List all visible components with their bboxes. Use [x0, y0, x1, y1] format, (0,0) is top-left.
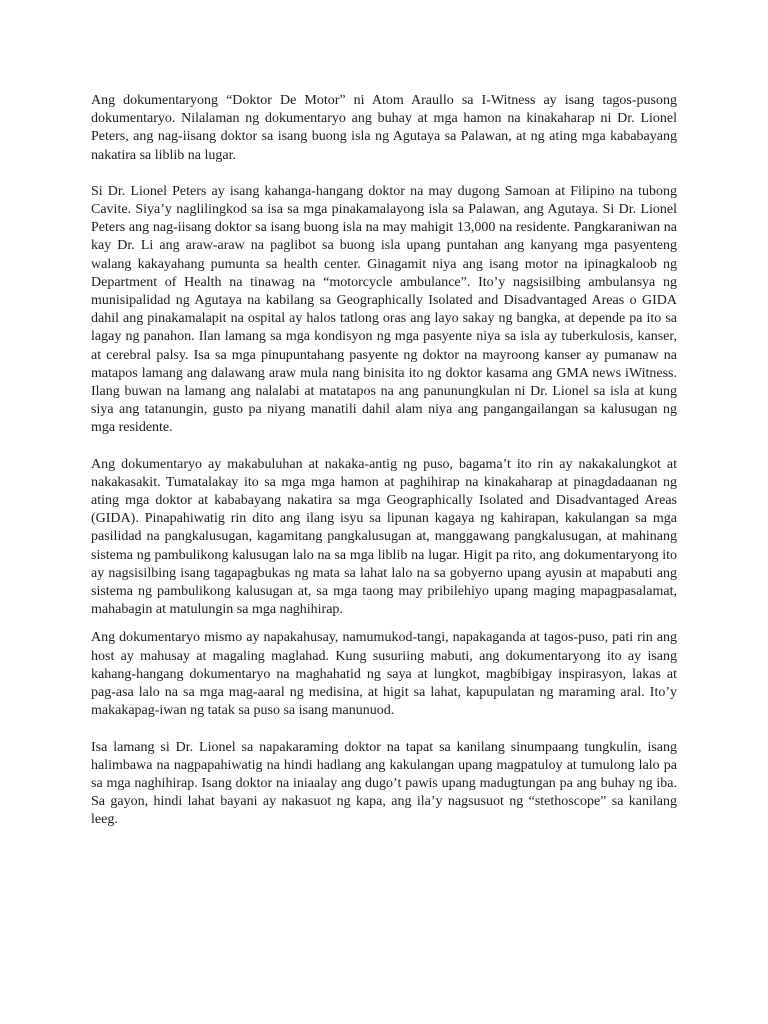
paragraph-conclusion: Isa lamang si Dr. Lionel sa napakaraming doktor na tapat sa kanilang sinumpaang tungkulin, isang halimbawa na nagpapahiwatig na hindi hadlang ang kakulangan upang magpatuloy at tumulong lalo pa sa mga naghihirap. Isang doktor na iniaalay ang dugo’t pawis upang madugtungan pa ang buhay ng iba. Sa gayon, hindi lahat bayani ay nakasuot ng kapa, ang ila’y nagsusuot ng “stethoscope” sa kanilang leeg. [91, 739, 677, 828]
paragraph-intro: Ang dokumentaryong “Doktor De Motor” ni Atom Araullo sa I-Witness ay isang tagos-pusong dokumentaryo. Nilalaman ng dokumentaryo ang buhay at mga hamon na kinakaharap ni Dr. Lionel Peters, ang nag-iisang doktor sa isang buong isla ng Agutaya sa Palawan, at ng ating mga kababayang nakatira sa liblib na lugar. [91, 93, 677, 163]
paragraph-evaluation: Ang dokumentaryo mismo ay napakahusay, namumukod-tangi, napakaganda at tagos-puso, pati rin ang host ay mahusay at magaling maglahad. Kung susuriing mabuti, ang dokumentaryong ito ay isang kahang-hangang dokumentaryo na maghahatid ng saya at lungkot, magbibigay inspirasyon, lakas at pag-asa lalo na sa mga mag-aaral ng medisina, at higit sa lahat, kapupulatan ng maraming aral. Ito’y makakapag-iwan ng tatak sa puso sa isang manunuod. [91, 630, 677, 719]
document-body [91, 92, 677, 830]
paragraph-dr-peters: Si Dr. Lionel Peters ay isang kahanga-hangang doktor na may dugong Samoan at Filipino na tubong Cavite. Siya’y naglilingkod sa isa sa mga pinakamalayong isla sa Palawan, ang Agutaya. Si Dr. Lionel Peters ang nag-iisang doktor sa isang buong isla na may mahigit 13,000 na residente. Pangkaraniwan na kay Dr. Li ang araw-araw na paglibot sa buong isla upang puntahan ang kanyang mga pasyenteng walang kakayahang pumunta sa health center. Ginagamit niya ang isang motor na ipinagkaloob ng Department of Health na tinawag na “motorcycle ambulance”. Ito’y nagsisilbing ambulansya ng munisipalidad ng Agutaya na kabilang sa Geographically Isolated and Disadvantaged Areas o GIDA dahil ang pinakamalapit na ospital ay halos tatlong oras ang layo sakay ng bangka, at depende pa ito sa lagay ng panahon. Ilan lamang sa mga kondisyon ng mga pasyente niya sa isla ay tuberkulosis, kanser, at cerebral palsy. Isa sa mga pinupuntahang pasyente ng doktor na mayroong kanser ay pumanaw na matapos lamang ang dalawang araw mula nang binisita ito ng doktor kasama ang GMA news iWitness. Ilang buwan na lamang ang nalalabi at matatapos na ang panunungkulan ni Dr. Lionel sa isla at kung siya ang tatanungin, gusto pa niyang manatili dahil alam niya ang pangangailangan sa kalusugan ng mga residente. [91, 183, 677, 436]
paragraph-significance: Ang dokumentaryo ay makabuluhan at nakaka-antig ng puso, bagama’t ito rin ay nakakalungkot at nakakasakit. Tumatalakay ito sa mga mga hamon at paghihirap na kinakaharap at pinagdadaanan ng ating mga doktor at kababayang nakatira sa mga Geographically Isolated and Disadvantaged Areas (GIDA). Pinapahiwatig rin dito ang ilang isyu sa lipunan kagaya ng kahirapan, kakulangan sa mga pasilidad na pangkalusugan, kagamitang pangkalusugan at, manggawang pangkalusugan, at mahinang sistema ng pambulikong kalusugan lalo na sa mga liblib na lugar. Higit pa rito, ang dokumentaryong ito ay nagsisilbing isang tagapagbukas ng mata sa lahat lalo na sa gobyerno upang ayusin at mapabuti ang sistema ng pambulikong kalusugan at, sa mga taong may pribilehiyo upang maging mapagpasalamat, mahabagin at matulungin sa mga naghihirap. [91, 456, 677, 618]
